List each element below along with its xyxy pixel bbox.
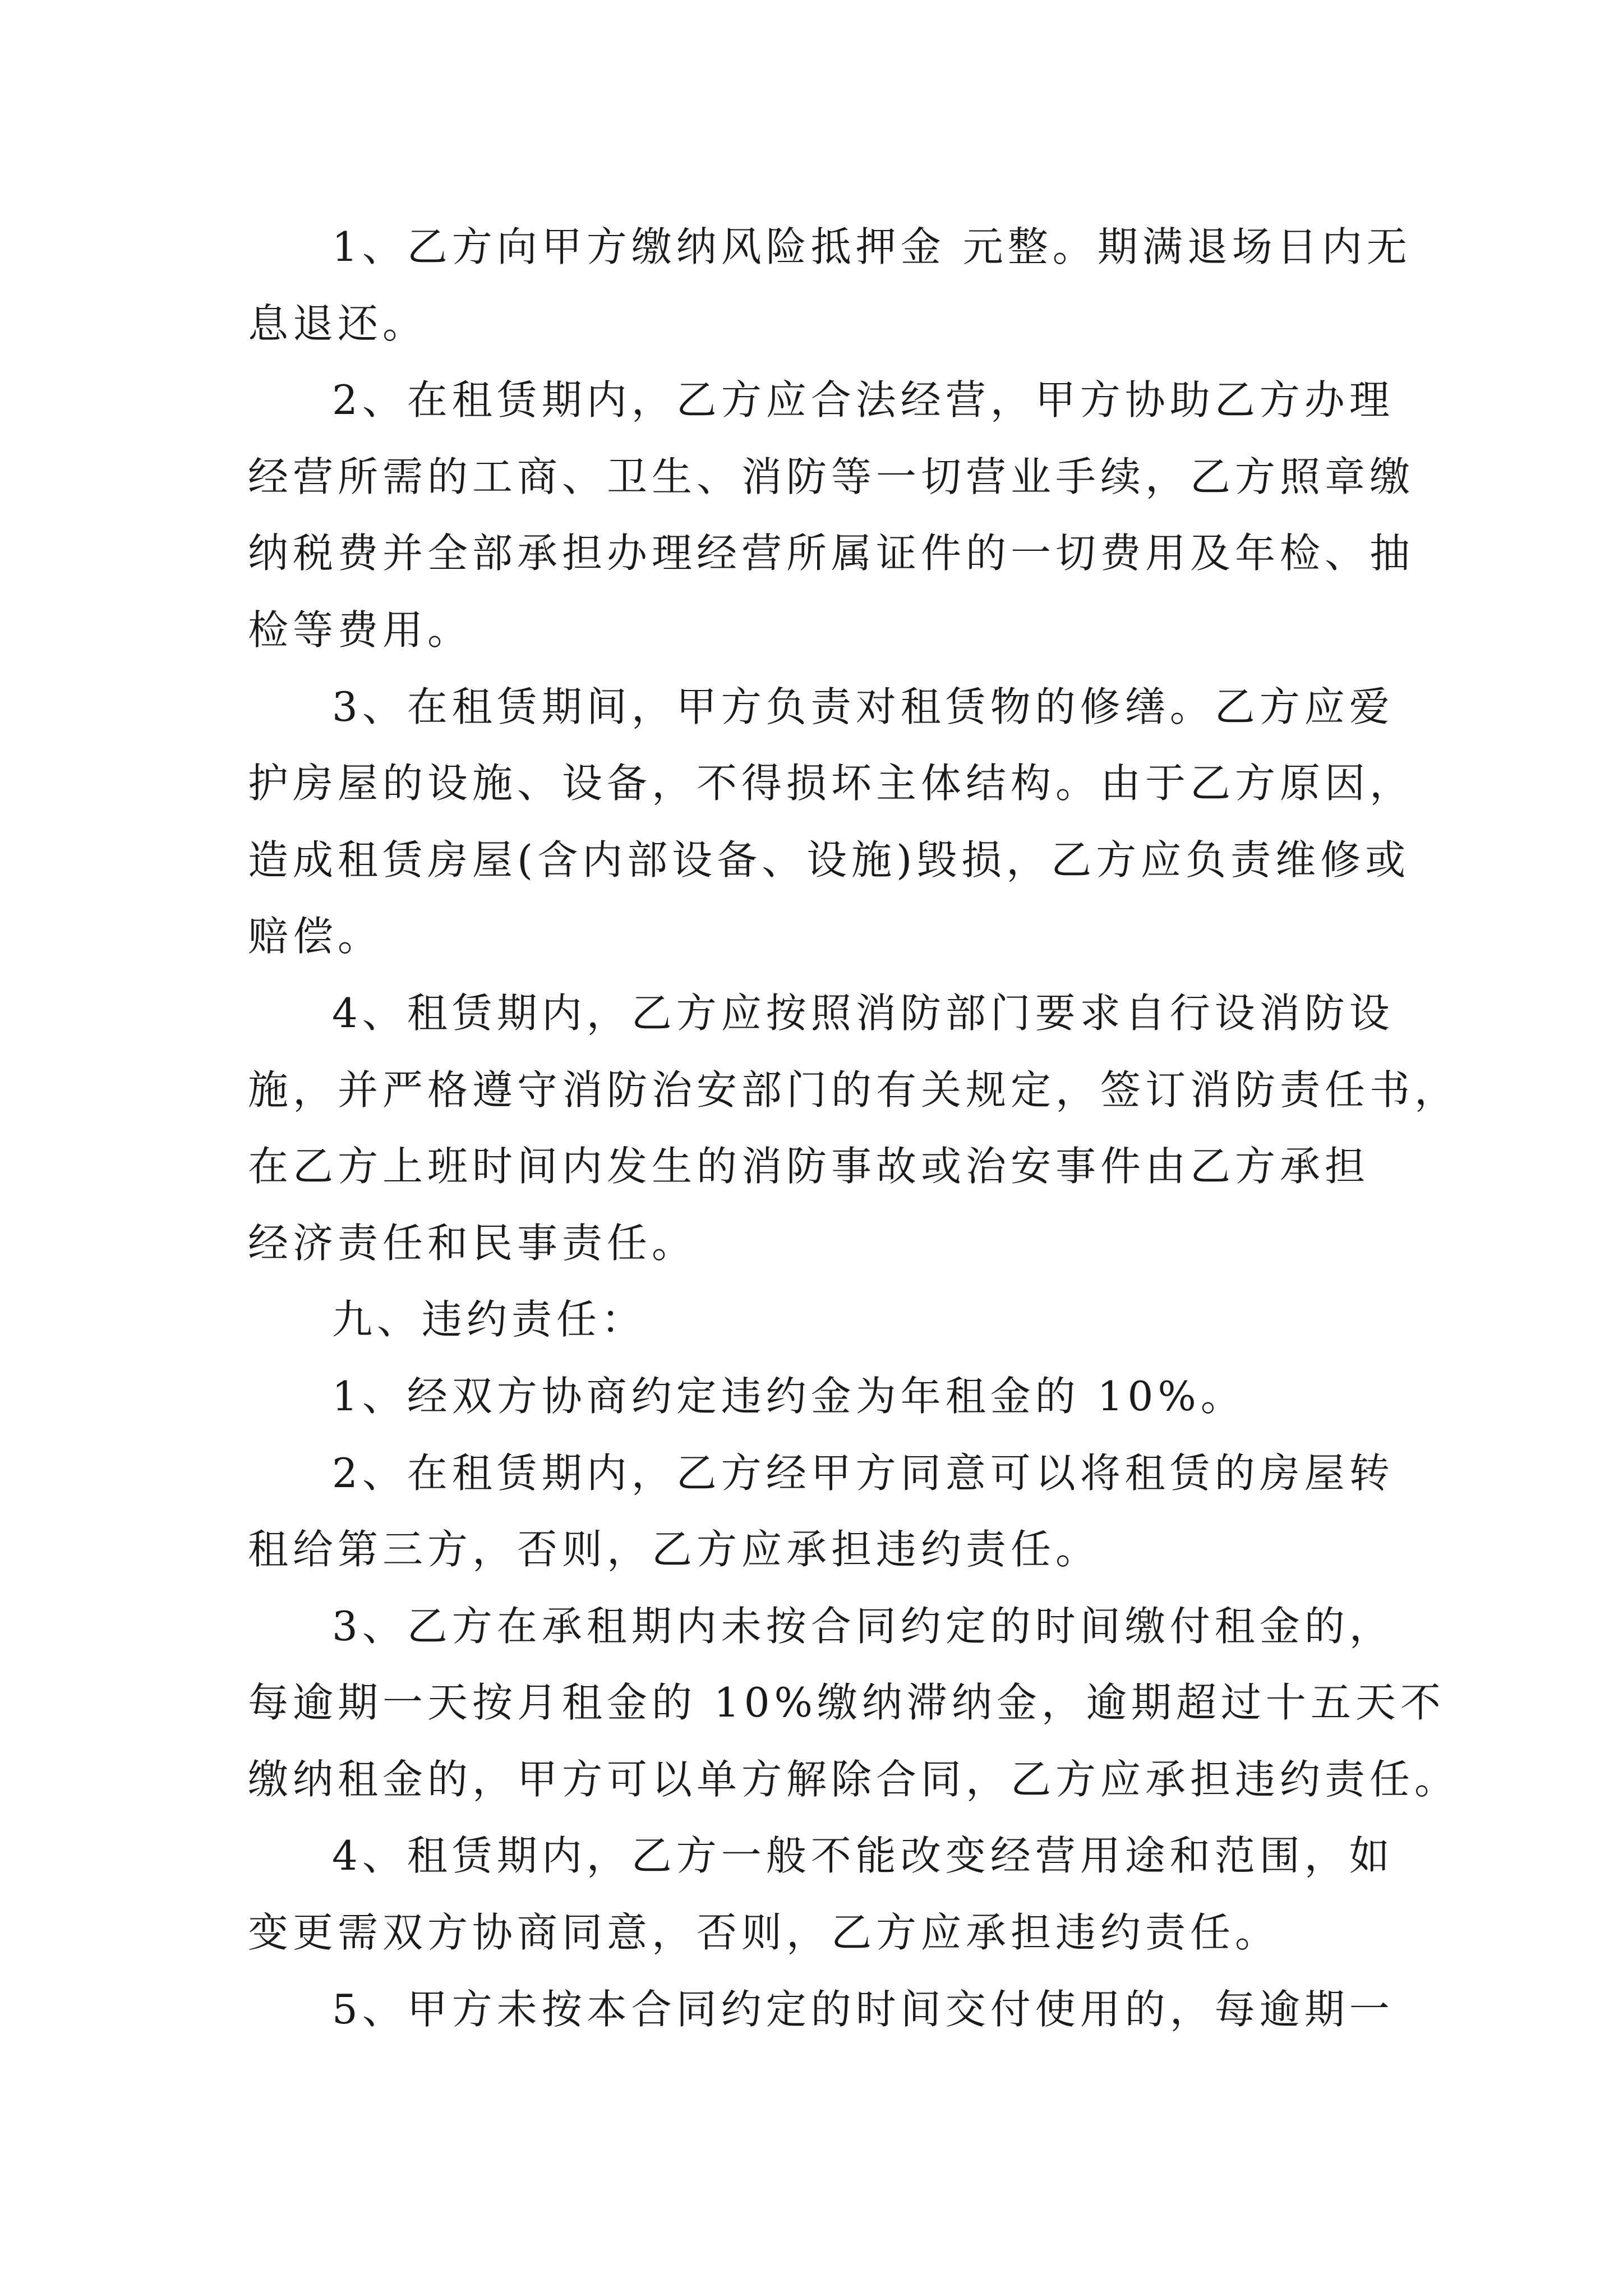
text-line: 3、在租赁期间，甲方负责对租赁物的修缮。乙方应爱 [332,683,1394,730]
section-heading: 九、违约责任： [332,1296,647,1343]
text-line: 4、租赁期内，乙方一般不能改变经营用途和范围，如 [332,1832,1394,1880]
text-line: 2、在租赁期内，乙方经甲方同意可以将租赁的房屋转 [332,1449,1394,1497]
text-line: 检等费用。 [248,606,473,654]
text-line: 息退还。 [248,300,428,347]
text-line: 1、经双方协商约定违约金为年租金的 10%。 [332,1372,1246,1420]
text-line: 4、租赁期内，乙方应按照消防部门要求自行设消防设 [332,989,1394,1037]
text-line: 经营所需的工商、卫生、消防等一切营业手续，乙方照章缴 [248,453,1415,500]
text-line: 1、乙方向甲方缴纳风险抵押金 元整。期满退场日内无 [332,223,1412,270]
text-line: 造成租赁房屋(含内部设备、设施)毁损，乙方应负责维修或 [248,836,1410,884]
text-line: 纳税费并全部承担办理经营所属证件的一切费用及年检、抽 [248,530,1415,577]
text-line: 缴纳租金的，甲方可以单方解除合同，乙方应承担违约责任。 [248,1755,1460,1803]
text-line: 租给第三方，否则，乙方应承担违约责任。 [248,1526,1101,1573]
text-line: 变更需双方协商同意，否则，乙方应承担违约责任。 [248,1909,1280,1957]
text-line: 在乙方上班时间内发生的消防事故或治安事件由乙方承担 [248,1143,1370,1190]
text-line: 2、在租赁期内，乙方应合法经营，甲方协助乙方办理 [332,376,1394,424]
document-body [248,209,1460,2047]
text-line: 5、甲方未按本合同约定的时间交付使用的，每逾期一 [332,1985,1394,2033]
text-line: 赔偿。 [248,913,383,960]
text-line: 护房屋的设施、设备，不得损坏主体结构。由于乙方原因， [248,760,1415,807]
text-line: 经济责任和民事责任。 [248,1219,697,1267]
text-line: 施，并严格遵守消防治安部门的有关规定，签订消防责任书， [248,1066,1460,1114]
text-line: 3、乙方在承租期内未按合同约定的时间缴付租金的， [332,1602,1394,1650]
text-line: 每逾期一天按月租金的 10%缴纳滞纳金，逾期超过十五天不 [248,1679,1445,1727]
